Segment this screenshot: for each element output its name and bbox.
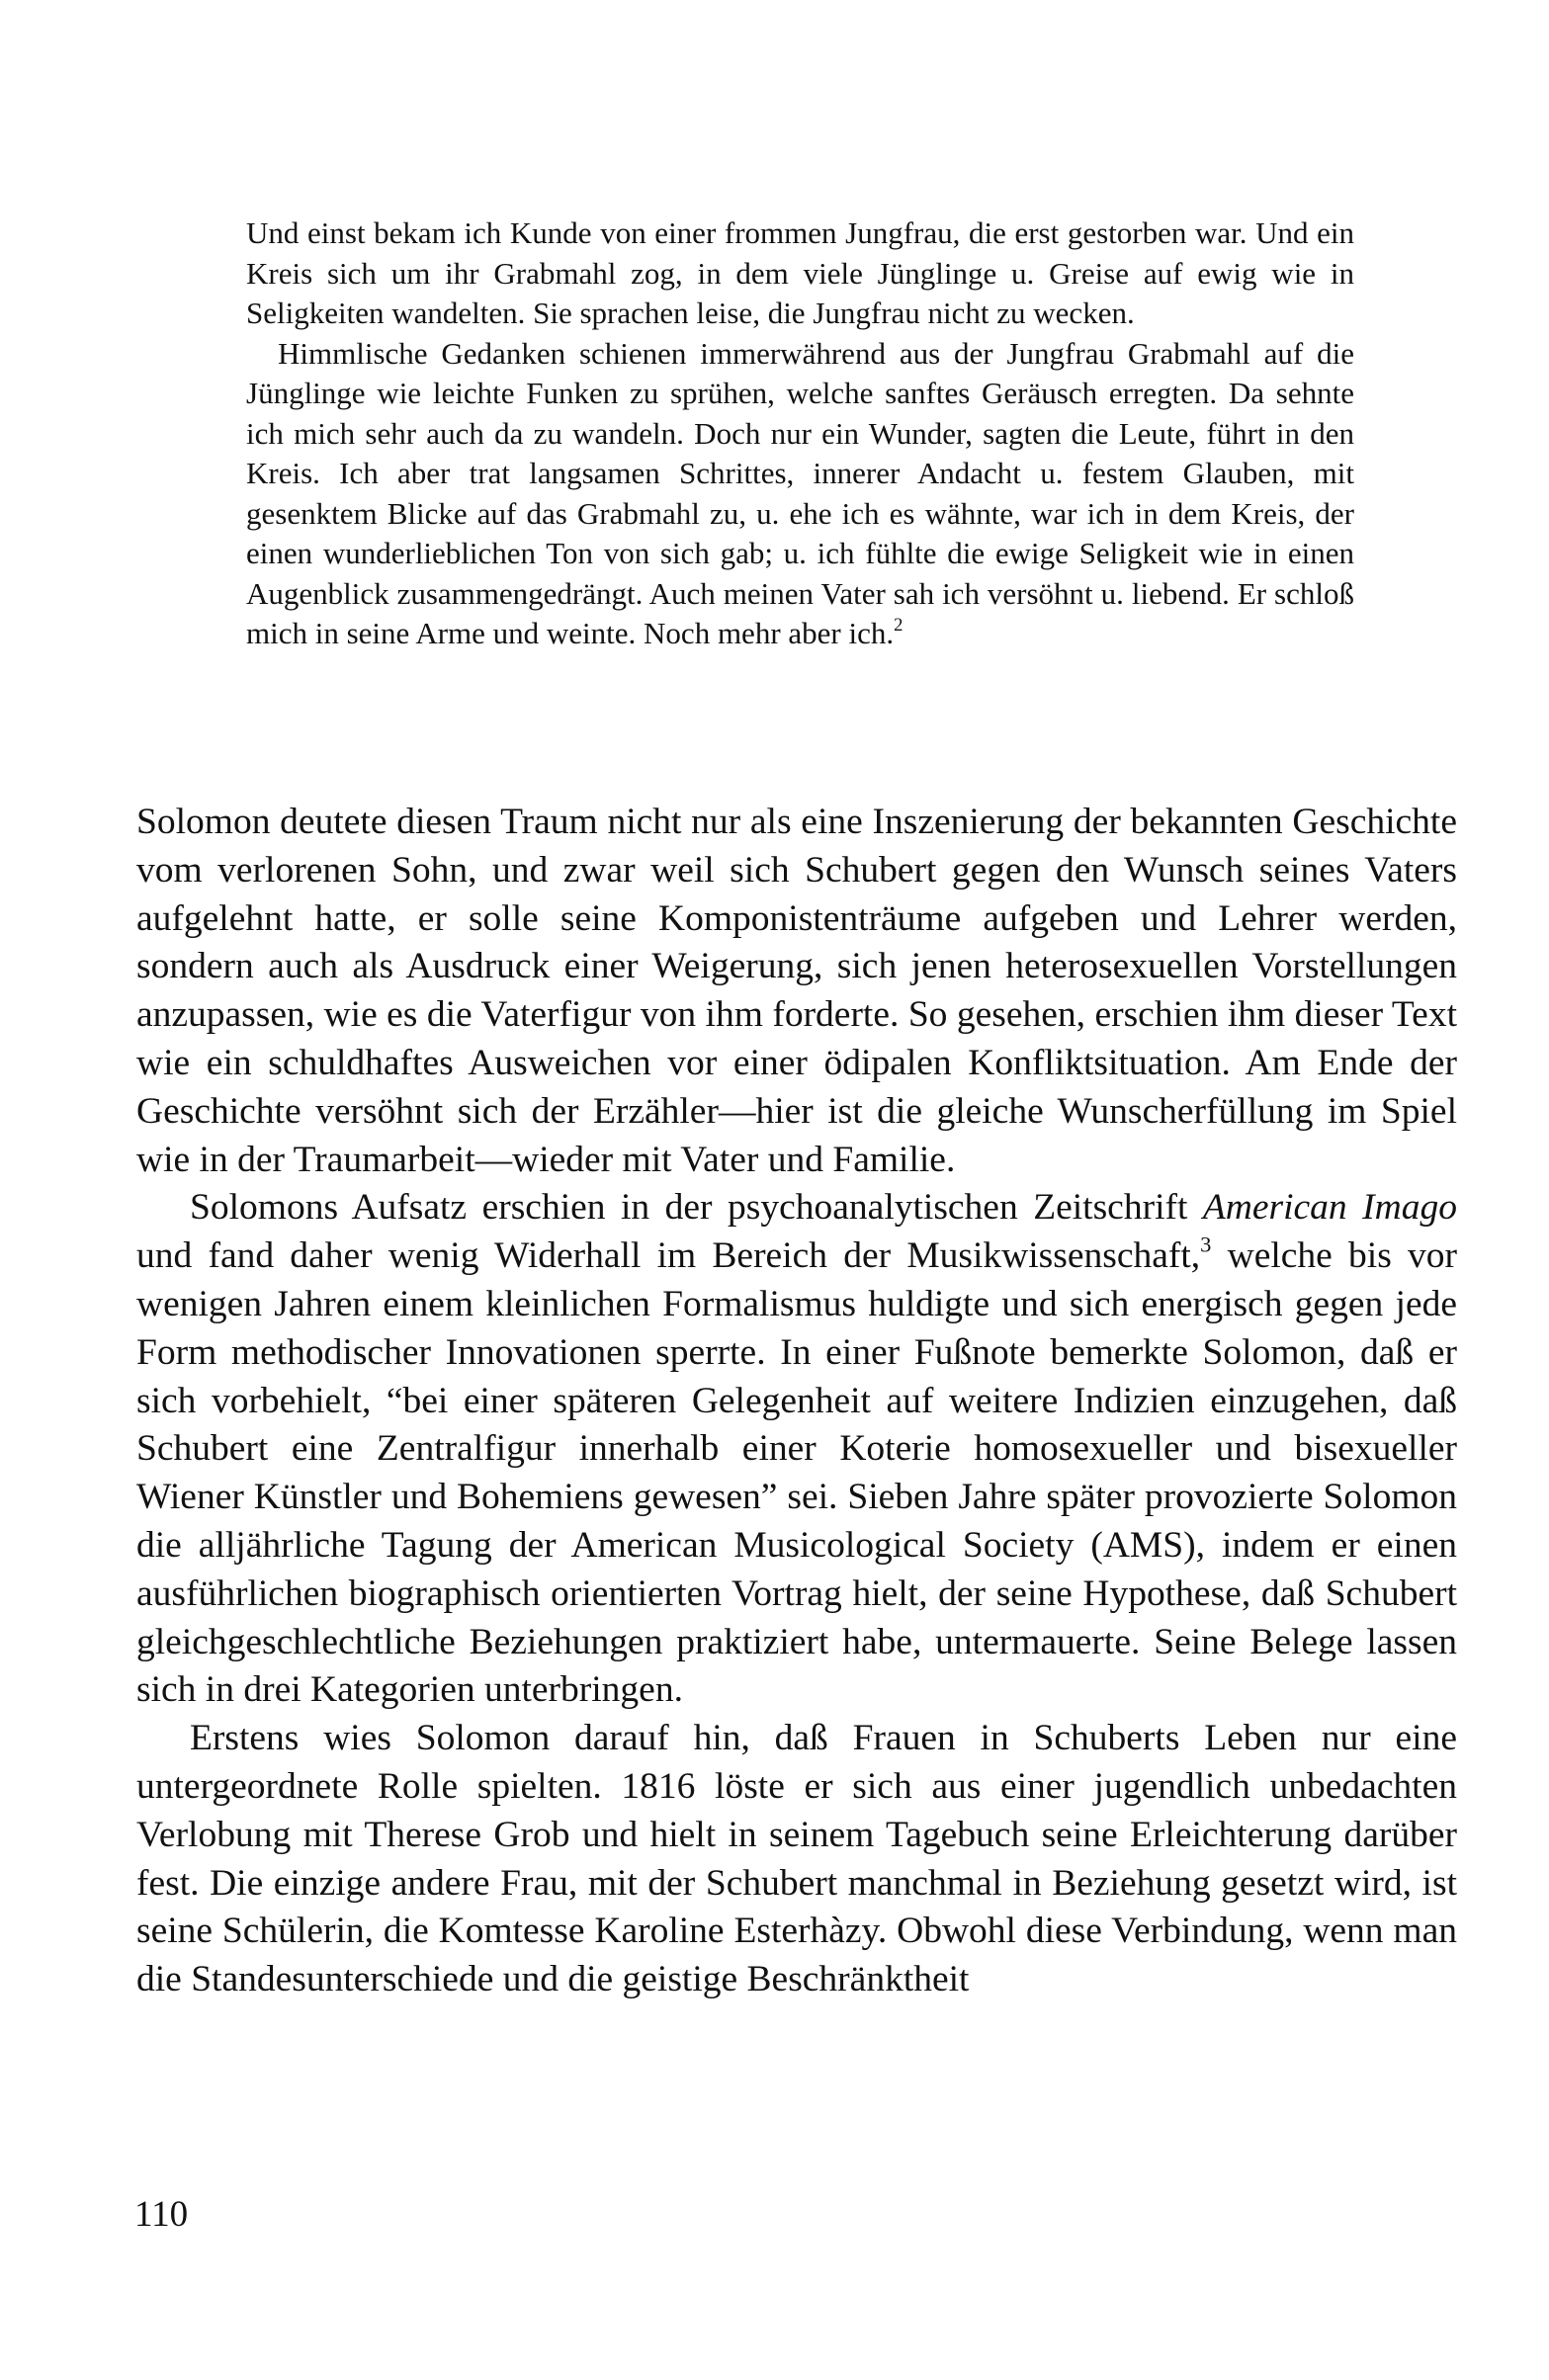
page-number: 110 — [134, 2194, 189, 2235]
body-paragraph-text: Solomon deutete diesen Traum nicht nur als eine Inszenierung der bekannten Geschichte vom verlorenen Sohn, und zwar weil sich Schubert gegen den Wunsch seines Vaters aufgelehnt hatte, er solle seine Komponistenträume aufgeben und Lehrer werden, sondern auch als Ausdruck einer Weigerung, sich jenen heterosexuellen Vorstellungen anzupassen, wie es die Vaterfigur von ihm forderte. So gesehen, erschien ihm dieser Text wie ein schuldhaftes Ausweichen vor einer ödipalen Konfliktsituation. Am Ende der Geschichte versöhnt sich der Erzähler—hier ist die gleiche Wunscherfüllung im Spiel wie in der Traumarbeit—wieder mit Vater und Familie. — [136, 802, 1457, 1180]
body-paragraph — [136, 1184, 1457, 1715]
footnote-mark[interactable]: 3 — [1200, 1232, 1212, 1257]
body-paragraph — [136, 799, 1457, 1184]
journal-title: American Imago — [1202, 1187, 1457, 1229]
quote-paragraph — [246, 334, 1354, 654]
body-paragraph-text: Erstens wies Solomon darauf hin, daß Frauen in Schuberts Leben nur eine untergeordnete Rolle spielten. 1816 löste er sich aus einer jugendlich unbedachten Verlobung mit Therese Grob und hielt in seinem Tagebuch seine Erleichterung darüber fest. Die einzige andere Frau, mit der Schubert manchmal in Beziehung gesetzt wird, ist seine Schülerin, die Komtesse Karoline Esterhàzy. Obwohl diese Verbindung, wenn man die Standesunterschiede und die geistige Beschränktheit — [136, 1718, 1457, 2000]
quote-paragraph-text: Und einst bekam ich Kunde von einer frommen Jungfrau, die erst gestorben war. Und ein Kreis sich um ihr Grabmahl zog, in dem viele Jünglinge u. Greise auf ewig wie in Seligkeiten wandelten. Sie sprachen leise, die Jungfrau nicht zu wecken. — [246, 215, 1354, 330]
block-quote — [246, 213, 1354, 654]
main-text — [136, 799, 1457, 2004]
body-paragraph — [136, 1715, 1457, 2004]
footnote-mark[interactable]: 2 — [894, 614, 904, 636]
quote-paragraph-text: Himmlische Gedanken schienen immerwährend aus der Jungfrau Grabmahl auf die Jünglinge wie leichte Funken zu sprühen, welche sanftes Geräusch erregten. Da sehnte ich mich sehr auch da zu wandeln. Doch nur ein Wunder, sagten die Leute, führt in den Kreis. Ich aber trat langsamen Schrittes, innerer Andacht u. festem Glauben, mit gesenktem Blicke auf das Grabmahl zu, u. ehe ich es wähnte, war ich in dem Kreis, der einen wunderlieblichen Ton von sich gab; u. ich fühlte die ewige Seligkeit wie in einen Augenblick zusammengedrängt. Auch meinen Vater sah ich versöhnt u. liebend. Er schloß mich in seine Arme und weinte. Noch mehr aber ich. — [246, 335, 1354, 650]
body-paragraph-text: und fand daher wenig Widerhall im Bereich der Musikwissenschaft, — [136, 1235, 1201, 1277]
body-paragraph-text: Solomons Aufsatz erschien in der psychoanalytischen Zeitschrift — [190, 1187, 1203, 1229]
body-paragraph-text: welche bis vor wenigen Jahren einem kleinlichen Formalismus huldigte und sich energisch gegen jede Form methodischer Innovationen sperrte. In einer Fußnote bemerkte Solomon, daß er sich vorbehielt, “bei einer späteren Gelegenheit auf weitere Indizien einzugehen, daß Schubert eine Zentralfigur innerhalb einer Koterie homosexueller und bisexueller Wiener Künstler und Bohemiens gewesen” sei. Sieben Jahre später provozierte Solomon die alljährliche Tagung der American Musicological Society (AMS), indem er einen ausführlichen biographisch orientierten Vortrag hielt, der seine Hypothese, daß Schubert gleichgeschlechtliche Beziehungen praktiziert habe, untermauerte. Seine Belege lassen sich in drei Kategorien unterbringen. — [136, 1235, 1457, 1711]
quote-paragraph — [246, 213, 1354, 334]
